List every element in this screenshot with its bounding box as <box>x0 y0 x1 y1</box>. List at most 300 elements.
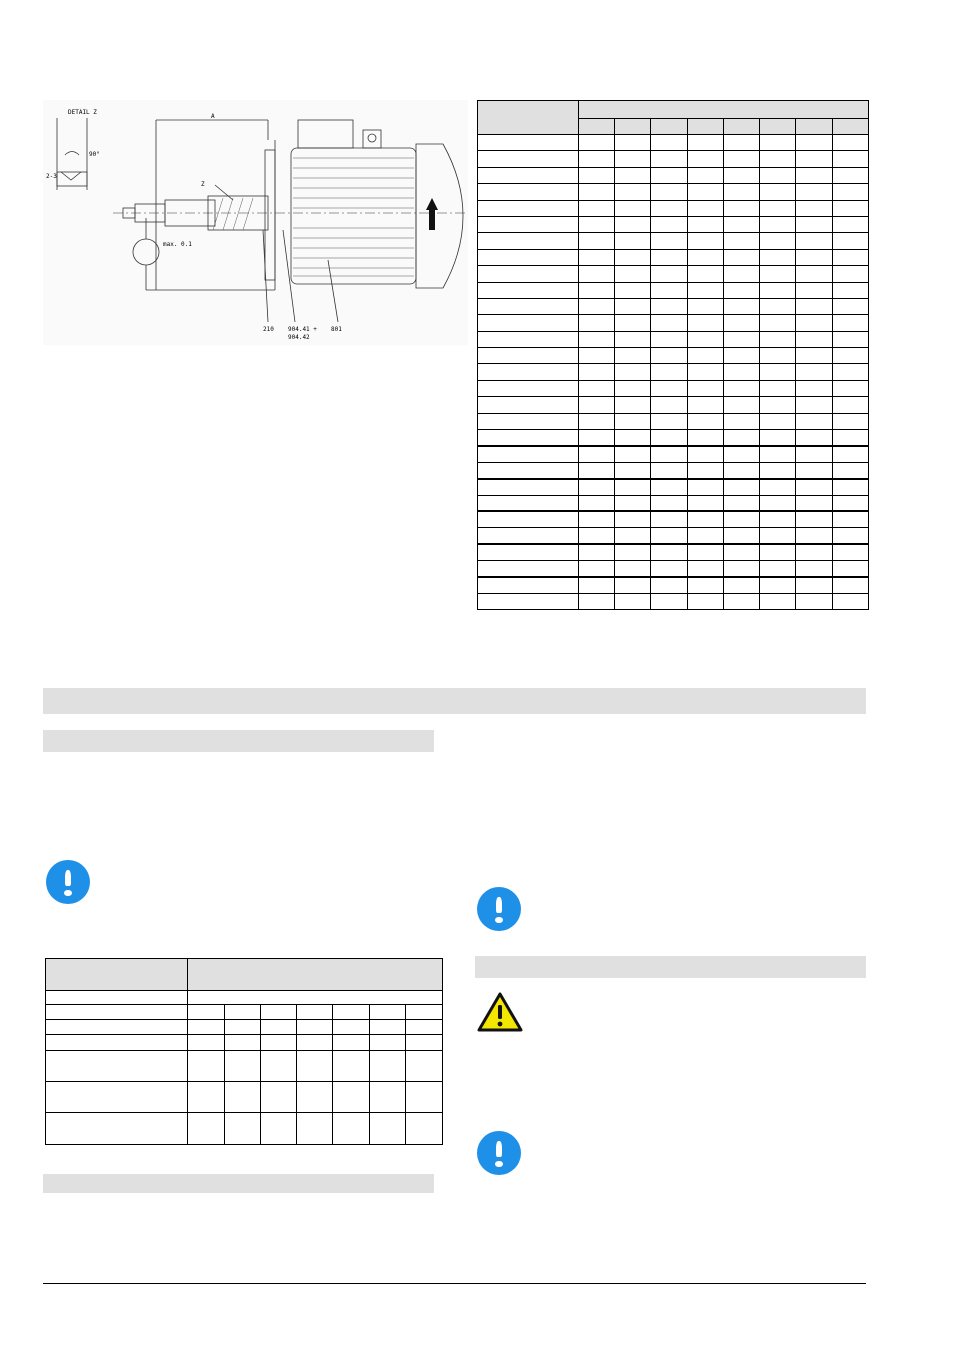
value-cell <box>578 479 614 495</box>
table-row <box>478 348 869 364</box>
table-row <box>478 184 869 200</box>
value-cell <box>832 462 868 478</box>
value-cell <box>832 200 868 216</box>
section-heading-bar <box>43 688 866 714</box>
table-row <box>478 315 869 331</box>
value-cell <box>687 282 723 298</box>
value-cell <box>760 249 796 265</box>
value-cell <box>297 1005 333 1020</box>
value-cell <box>297 1020 333 1035</box>
value-cell <box>188 1035 225 1051</box>
value-cell <box>760 135 796 151</box>
value-cell <box>615 200 651 216</box>
value-cell <box>832 528 868 544</box>
value-cell <box>651 315 687 331</box>
row-label-cell <box>478 528 579 544</box>
value-cell <box>615 364 651 380</box>
value-cell <box>578 151 614 167</box>
value-cell <box>723 364 759 380</box>
value-cell <box>615 462 651 478</box>
value-cell <box>687 216 723 232</box>
value-cell <box>687 528 723 544</box>
value-cell <box>188 1051 225 1082</box>
value-cell <box>687 364 723 380</box>
value-cell <box>796 380 832 396</box>
value-cell <box>832 249 868 265</box>
subsection-heading-bar-left-2 <box>43 1174 434 1193</box>
value-cell <box>406 1113 443 1145</box>
value-cell <box>333 1113 370 1145</box>
value-cell <box>832 348 868 364</box>
value-cell <box>651 135 687 151</box>
value-cell <box>333 1005 370 1020</box>
value-cell <box>651 364 687 380</box>
value-cell <box>615 331 651 347</box>
value-cell <box>687 200 723 216</box>
value-cell <box>578 298 614 314</box>
value-cell <box>796 430 832 446</box>
row-label-cell <box>478 348 579 364</box>
value-cell <box>723 167 759 183</box>
row-label-cell <box>478 593 579 609</box>
value-cell <box>578 511 614 527</box>
value-cell <box>370 1035 406 1051</box>
value-cell <box>687 593 723 609</box>
value-cell <box>615 266 651 282</box>
value-cell <box>615 380 651 396</box>
value-cell <box>832 184 868 200</box>
part-904-label-a: 904.41 + <box>288 326 317 333</box>
dimension-a-label: A <box>211 113 215 120</box>
value-cell <box>832 479 868 495</box>
value-cell <box>760 413 796 429</box>
value-cell <box>832 216 868 232</box>
spec-table-header <box>46 959 443 991</box>
row-label-cell <box>478 315 579 331</box>
value-cell <box>578 397 614 413</box>
value-cell <box>832 413 868 429</box>
value-cell <box>651 216 687 232</box>
table-row <box>478 249 869 265</box>
value-cell <box>796 216 832 232</box>
value-cell <box>796 495 832 511</box>
value-cell <box>615 446 651 462</box>
value-cell <box>578 446 614 462</box>
value-cell <box>723 249 759 265</box>
value-cell <box>760 200 796 216</box>
value-cell <box>832 544 868 560</box>
value-cell <box>760 462 796 478</box>
value-cell <box>760 430 796 446</box>
value-cell <box>723 184 759 200</box>
value-cell <box>615 135 651 151</box>
value-cell <box>406 1035 443 1051</box>
value-cell <box>687 249 723 265</box>
value-cell <box>687 167 723 183</box>
row-label-cell <box>478 216 579 232</box>
value-cell <box>832 331 868 347</box>
value-cell <box>760 315 796 331</box>
table-row <box>478 151 869 167</box>
value-cell <box>796 151 832 167</box>
row-label-cell <box>46 1113 188 1145</box>
angle-label: 90° <box>89 151 100 158</box>
value-cell <box>370 1020 406 1035</box>
z-mark-label: Z <box>201 181 205 188</box>
table-row <box>478 544 869 560</box>
value-cell <box>615 413 651 429</box>
value-cell <box>651 593 687 609</box>
value-cell <box>578 495 614 511</box>
value-cell <box>225 1035 261 1051</box>
value-cell <box>687 151 723 167</box>
value-cell <box>651 528 687 544</box>
value-cell <box>760 184 796 200</box>
value-cell <box>796 315 832 331</box>
value-cell <box>615 151 651 167</box>
value-cell <box>615 282 651 298</box>
value-cell <box>578 544 614 560</box>
value-cell <box>723 200 759 216</box>
value-cell <box>615 577 651 593</box>
row-label-cell <box>478 397 579 413</box>
value-cell <box>578 348 614 364</box>
row-label-cell <box>478 577 579 593</box>
table-row <box>478 561 869 577</box>
value-cell <box>760 216 796 232</box>
value-cell <box>578 380 614 396</box>
value-cell <box>723 528 759 544</box>
value-cell <box>578 266 614 282</box>
value-cell <box>760 298 796 314</box>
value-cell <box>760 364 796 380</box>
table-row <box>478 479 869 495</box>
row-label-cell <box>478 233 579 249</box>
table-row <box>478 266 869 282</box>
value-cell <box>723 511 759 527</box>
value-cell <box>796 348 832 364</box>
row-label-cell <box>46 1051 188 1082</box>
value-cell <box>578 167 614 183</box>
dimension-table <box>477 100 869 610</box>
spec-table-row <box>46 991 443 1005</box>
value-cell <box>297 1051 333 1082</box>
value-cell <box>796 135 832 151</box>
part-904-label-b: 904.42 <box>288 334 310 341</box>
value-cell <box>760 593 796 609</box>
value-cell <box>723 544 759 560</box>
value-cell <box>188 1082 225 1113</box>
row-label-cell <box>478 380 579 396</box>
table-row <box>478 577 869 593</box>
value-cell <box>796 364 832 380</box>
value-cell <box>578 216 614 232</box>
value-cell <box>832 167 868 183</box>
value-cell <box>651 561 687 577</box>
row-label-cell <box>478 331 579 347</box>
table-row <box>478 200 869 216</box>
value-cell <box>760 167 796 183</box>
value-cell <box>687 380 723 396</box>
footer-rule <box>43 1283 866 1284</box>
value-cell <box>297 1082 333 1113</box>
value-cell <box>370 1005 406 1020</box>
value-cell <box>225 1113 261 1145</box>
value-cell <box>796 233 832 249</box>
value-cell <box>651 348 687 364</box>
value-cell <box>796 167 832 183</box>
value-cell <box>578 593 614 609</box>
value-cell <box>760 282 796 298</box>
row-label-cell <box>478 249 579 265</box>
row-label-cell <box>478 511 579 527</box>
part-210-label: 210 <box>263 326 274 333</box>
value-cell <box>687 511 723 527</box>
value-cell <box>370 1082 406 1113</box>
value-cell <box>578 184 614 200</box>
table-row <box>478 298 869 314</box>
value-cell <box>796 249 832 265</box>
value-cell <box>651 413 687 429</box>
dimension-table-corner <box>478 101 579 135</box>
table-row <box>478 397 869 413</box>
value-cell <box>832 593 868 609</box>
value-cell <box>723 479 759 495</box>
value-cell <box>760 495 796 511</box>
table-row <box>46 1082 443 1113</box>
value-cell <box>615 528 651 544</box>
subsection-heading-bar-left-1 <box>43 730 434 752</box>
spec-table-group-header <box>188 959 443 991</box>
value-cell <box>578 135 614 151</box>
table-row <box>478 495 869 511</box>
dimension-table-header <box>478 101 869 119</box>
table-row <box>478 364 869 380</box>
value-cell <box>723 462 759 478</box>
value-cell <box>188 1005 225 1020</box>
value-cell <box>578 528 614 544</box>
value-cell <box>760 511 796 527</box>
row-label-cell <box>478 479 579 495</box>
value-cell <box>188 1020 225 1035</box>
value-cell <box>651 446 687 462</box>
value-cell <box>651 462 687 478</box>
value-cell <box>723 380 759 396</box>
value-cell <box>687 397 723 413</box>
table-row <box>478 528 869 544</box>
row-label-cell <box>478 135 579 151</box>
value-cell <box>796 266 832 282</box>
value-cell <box>651 167 687 183</box>
value-cell <box>760 380 796 396</box>
value-cell <box>615 593 651 609</box>
value-cell <box>578 331 614 347</box>
value-cell <box>615 561 651 577</box>
value-cell <box>687 266 723 282</box>
value-cell <box>651 511 687 527</box>
detail-z-label: DETAIL Z <box>68 109 97 116</box>
value-cell <box>578 315 614 331</box>
gap-label: 2-3 <box>46 173 57 180</box>
value-cell <box>832 233 868 249</box>
value-cell <box>651 233 687 249</box>
value-cell <box>832 151 868 167</box>
value-cell <box>297 1113 333 1145</box>
row-label-cell <box>478 561 579 577</box>
info-exclamation-icon <box>46 860 90 904</box>
table-row <box>46 1020 443 1035</box>
value-cell <box>225 1082 261 1113</box>
table-row <box>46 1051 443 1082</box>
value-cell <box>225 1020 261 1035</box>
value-cell <box>760 479 796 495</box>
value-cell <box>261 1051 297 1082</box>
value-cell <box>687 462 723 478</box>
table-row <box>46 1113 443 1145</box>
technical-drawing <box>43 100 468 345</box>
value-cell <box>760 528 796 544</box>
value-cell <box>261 1020 297 1035</box>
value-cell <box>687 135 723 151</box>
value-cell <box>796 561 832 577</box>
value-cell <box>225 1005 261 1020</box>
value-cell <box>723 348 759 364</box>
value-cell <box>723 577 759 593</box>
part-801-label: 801 <box>331 326 342 333</box>
value-cell <box>651 495 687 511</box>
value-cell <box>651 298 687 314</box>
value-cell <box>723 397 759 413</box>
value-cell <box>760 561 796 577</box>
value-cell <box>723 298 759 314</box>
value-cell <box>687 315 723 331</box>
value-cell <box>832 397 868 413</box>
subsection-heading-bar-right <box>475 956 866 978</box>
value-cell <box>832 495 868 511</box>
value-cell <box>796 511 832 527</box>
value-cell <box>578 413 614 429</box>
table-row <box>478 135 869 151</box>
value-cell <box>615 348 651 364</box>
value-cell <box>578 282 614 298</box>
value-cell <box>832 266 868 282</box>
value-cell <box>832 364 868 380</box>
value-cell <box>578 462 614 478</box>
value-cell <box>406 1005 443 1020</box>
table-row <box>478 462 869 478</box>
value-cell <box>651 331 687 347</box>
value-cell <box>578 233 614 249</box>
value-cell <box>333 1035 370 1051</box>
info-exclamation-icon <box>477 1131 521 1175</box>
value-cell <box>832 430 868 446</box>
value-cell <box>723 561 759 577</box>
value-cell <box>723 233 759 249</box>
value-cell <box>687 479 723 495</box>
value-cell <box>760 544 796 560</box>
value-cell <box>615 315 651 331</box>
value-cell <box>832 561 868 577</box>
value-cell <box>615 184 651 200</box>
table-row <box>478 282 869 298</box>
value-cell <box>615 479 651 495</box>
value-cell <box>578 577 614 593</box>
value-cell <box>578 249 614 265</box>
value-cell <box>796 413 832 429</box>
spec-table-corner <box>46 959 188 991</box>
value-cell <box>723 151 759 167</box>
table-row <box>478 511 869 527</box>
value-cell <box>188 1113 225 1145</box>
row-label-cell <box>478 544 579 560</box>
value-cell <box>796 479 832 495</box>
table-row <box>478 430 869 446</box>
dimension-table-group-header <box>578 101 868 119</box>
value-cell <box>225 1051 261 1082</box>
table-row <box>46 1005 443 1020</box>
value-cell <box>651 577 687 593</box>
value-cell <box>760 331 796 347</box>
row-label-cell <box>46 1005 188 1020</box>
value-cell <box>615 298 651 314</box>
row-label-cell <box>46 1082 188 1113</box>
value-cell <box>370 1113 406 1145</box>
value-cell <box>832 577 868 593</box>
value-cell <box>760 151 796 167</box>
row-label-cell <box>478 495 579 511</box>
table-row <box>46 1035 443 1051</box>
value-cell <box>832 315 868 331</box>
value-cell <box>687 561 723 577</box>
value-cell <box>261 1113 297 1145</box>
value-cell <box>615 397 651 413</box>
value-cell <box>615 167 651 183</box>
value-cell <box>723 593 759 609</box>
value-cell <box>723 413 759 429</box>
table-row <box>478 593 869 609</box>
value-cell <box>651 151 687 167</box>
value-cell <box>832 135 868 151</box>
value-cell <box>687 577 723 593</box>
value-cell <box>796 184 832 200</box>
row-label-cell <box>478 200 579 216</box>
value-cell <box>687 413 723 429</box>
value-cell <box>796 331 832 347</box>
value-cell <box>796 298 832 314</box>
value-cell <box>723 266 759 282</box>
value-cell <box>760 577 796 593</box>
value-cell <box>687 298 723 314</box>
table-row <box>478 167 869 183</box>
row-label-cell <box>478 298 579 314</box>
value-cell <box>406 1020 443 1035</box>
value-cell <box>651 479 687 495</box>
value-cell <box>651 544 687 560</box>
value-cell <box>651 249 687 265</box>
value-cell <box>615 544 651 560</box>
table-row <box>478 216 869 232</box>
value-cell <box>615 249 651 265</box>
value-cell <box>261 1035 297 1051</box>
value-cell <box>578 561 614 577</box>
row-label-cell <box>478 446 579 462</box>
value-cell <box>723 430 759 446</box>
value-cell <box>406 1082 443 1113</box>
spec-table <box>45 958 443 1145</box>
value-cell <box>651 266 687 282</box>
value-cell <box>723 315 759 331</box>
value-cell <box>615 511 651 527</box>
